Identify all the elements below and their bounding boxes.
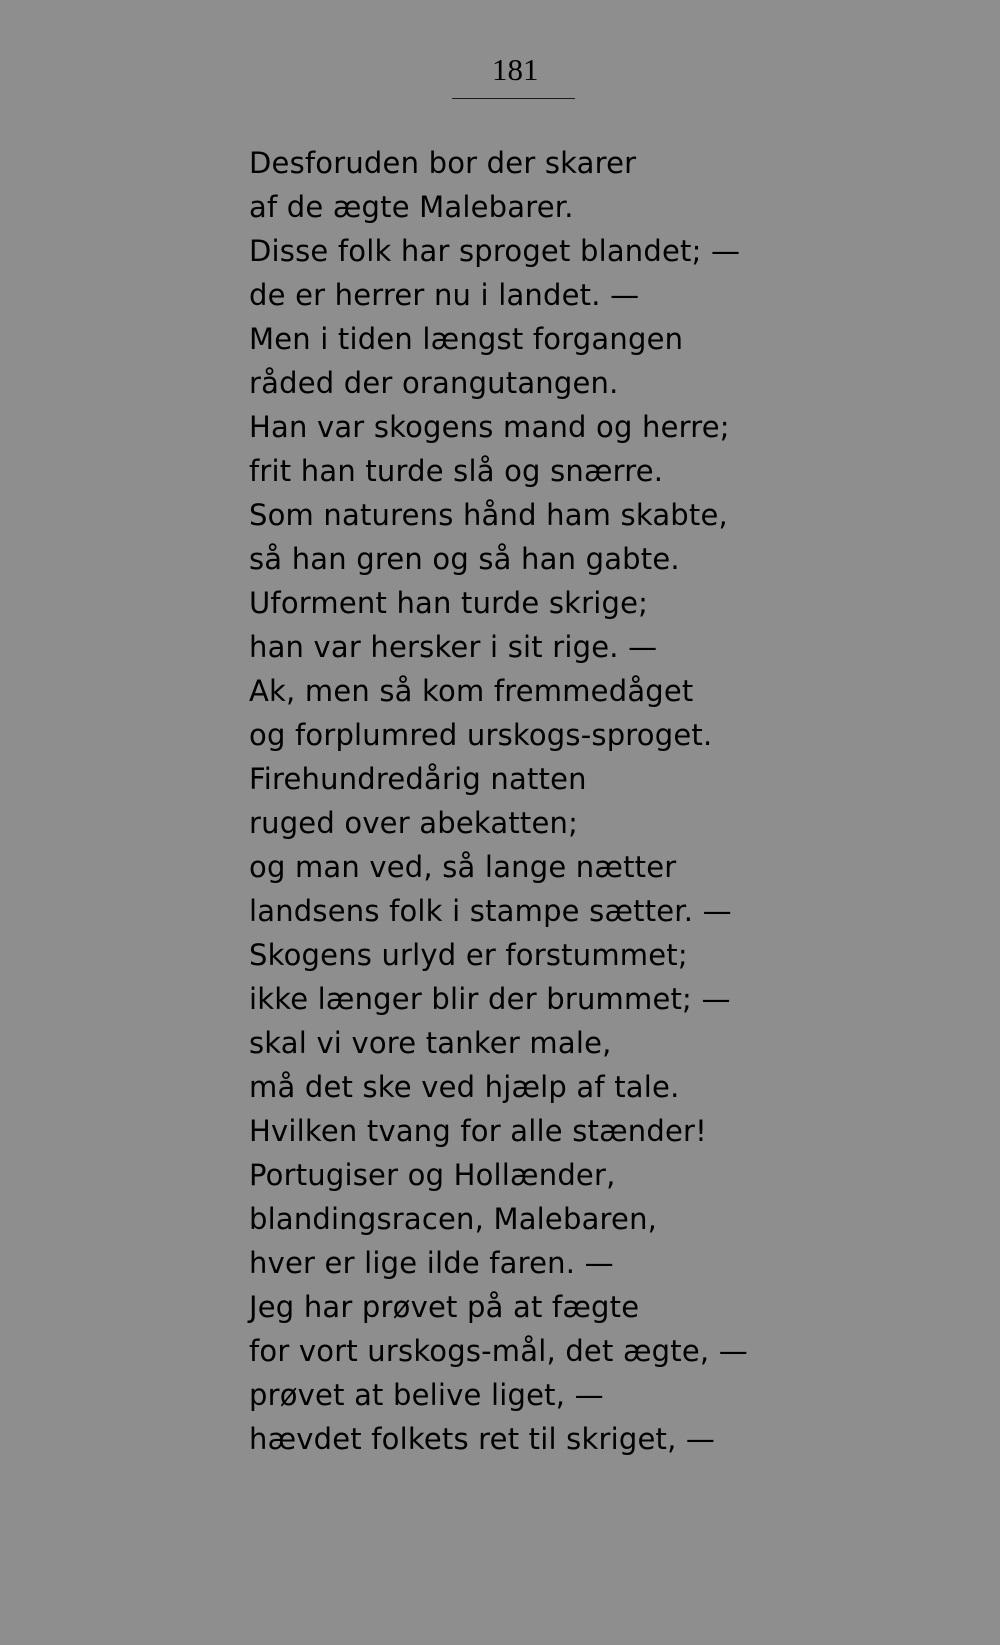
poem-line: han var hersker i sit rige. — bbox=[249, 630, 658, 664]
poem-line: de er herrer nu i landet. — bbox=[249, 278, 640, 312]
poem-line: råded der orangutangen. bbox=[249, 366, 619, 400]
poem-line: Men i tiden længst forgangen bbox=[249, 322, 684, 356]
poem-line: blandingsracen, Malebaren, bbox=[249, 1202, 658, 1236]
poem-line: hævdet folkets ret til skriget, — bbox=[249, 1422, 716, 1456]
poem-line: Som naturens hånd ham skabte, bbox=[249, 498, 728, 532]
poem-line: Skogens urlyd er forstummet; bbox=[249, 938, 688, 972]
poem-line: og man ved, så lange nætter bbox=[249, 850, 677, 884]
poem-line: må det ske ved hjælp af tale. bbox=[249, 1070, 680, 1104]
poem-line: hver er lige ilde faren. — bbox=[249, 1246, 614, 1280]
poem-line: for vort urskogs-mål, det ægte, — bbox=[249, 1334, 748, 1368]
poem-line: af de ægte Malebarer. bbox=[249, 190, 574, 224]
poem-line: så han gren og så han gabte. bbox=[249, 542, 680, 576]
header-rule bbox=[452, 98, 575, 99]
poem-line: ruged over abekatten; bbox=[249, 806, 579, 840]
poem-line: Hvilken tvang for alle stænder! bbox=[249, 1114, 707, 1148]
poem-line: og forplumred urskogs-sproget. bbox=[249, 718, 713, 752]
poem-line: Ak, men så kom fremmedåget bbox=[249, 674, 694, 708]
poem-line: Portugiser og Hollænder, bbox=[249, 1158, 616, 1192]
poem-line: Uforment han turde skrige; bbox=[249, 586, 649, 620]
poem-line: Desforuden bor der skarer bbox=[249, 146, 637, 180]
poem-line: prøvet at belive liget, — bbox=[249, 1378, 604, 1412]
poem-line: Han var skogens mand og herre; bbox=[249, 410, 730, 444]
poem-line: Disse folk har sproget blandet; — bbox=[249, 234, 741, 268]
poem-line: frit han turde slå og snærre. bbox=[249, 454, 664, 488]
poem-line: Jeg har prøvet på at fægte bbox=[249, 1290, 640, 1324]
poem-line: landsens folk i stampe sætter. — bbox=[249, 894, 732, 928]
poem-text bbox=[249, 141, 829, 1461]
poem-line: ikke længer blir der brummet; — bbox=[249, 982, 731, 1016]
poem-line: Firehundredårig natten bbox=[249, 762, 587, 796]
page-number: 181 bbox=[492, 52, 539, 87]
poem-line: skal vi vore tanker male, bbox=[249, 1026, 612, 1060]
